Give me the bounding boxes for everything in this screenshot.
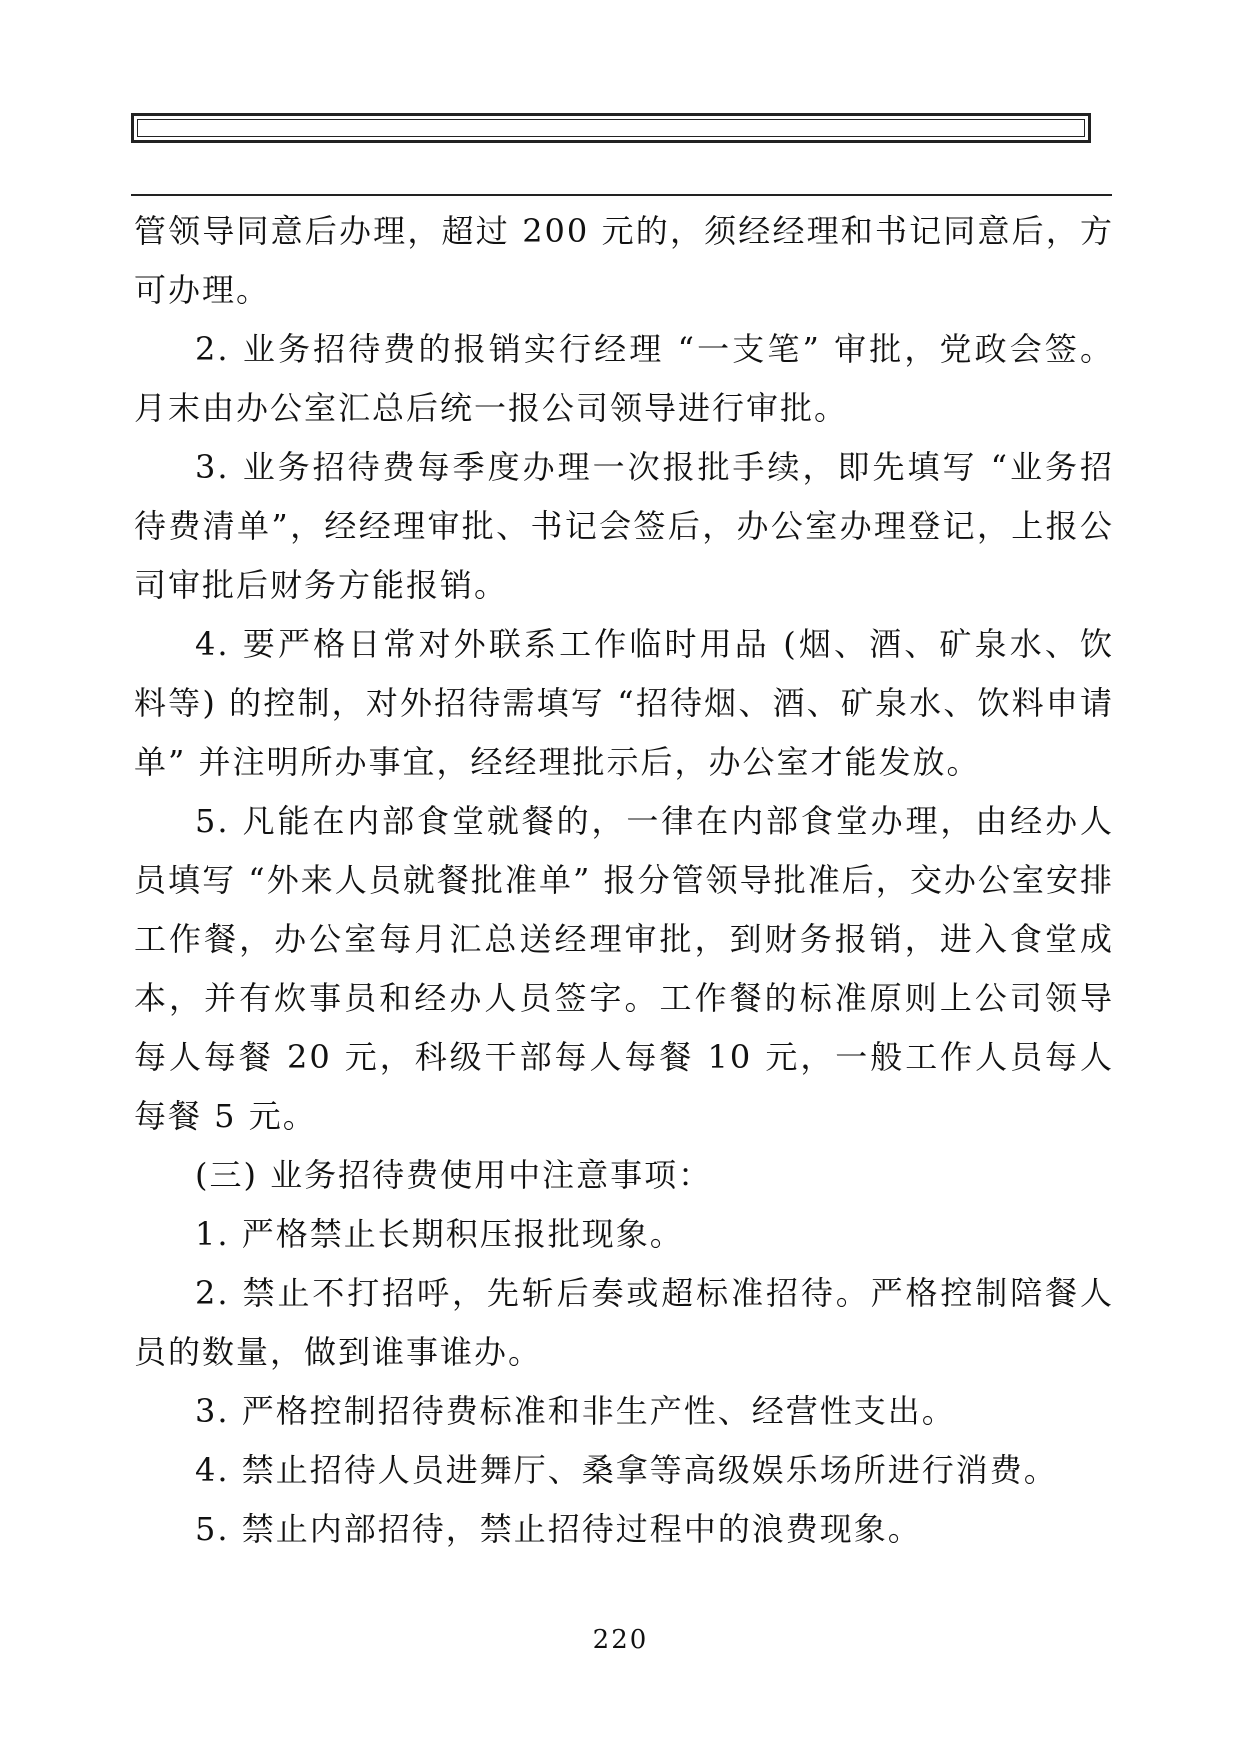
paragraph-item-3: 3. 业务招待费每季度办理一次报批手续，即先填写 “业务招待费清单”，经经理审批、书记会签后，办公室办理登记，上报公司审批后财务方能报销。 <box>134 448 1114 604</box>
note-item-2: 2. 禁止不打招呼，先斩后奏或超标准招待。严格控制陪餐人员的数量，做到谁事谁办。 <box>134 1274 1114 1371</box>
note-item-4: 4. 禁止招待人员进舞厅、桑拿等高级娱乐场所进行消费。 <box>195 1451 1058 1489</box>
paragraph-continuation: 管领导同意后办理，超过 200 元的，须经经理和书记同意后，方可办理。 <box>134 212 1114 309</box>
paragraph-item-4: 4. 要严格日常对外联系工作临时用品 (烟、酒、矿泉水、饮料等) 的控制，对外招待需填写 “招待烟、酒、矿泉水、饮料申请单” 并注明所办事宜，经经理批示后，办公室才能发放。 <box>134 625 1114 781</box>
paragraph-item-2: 2. 业务招待费的报销实行经理 “一支笔” 审批，党政会签。月末由办公室汇总后统一报公司领导进行审批。 <box>134 330 1114 427</box>
header-rule <box>131 194 1112 196</box>
header-frame <box>131 113 1091 143</box>
page-body <box>134 202 1114 1559</box>
paragraph-item-5: 5. 凡能在内部食堂就餐的，一律在内部食堂办理，由经办人员填写 “外来人员就餐批准单” 报分管领导批准后，交办公室安排工作餐，办公室每月汇总送经理审批，到财务报销，进入食堂成本，并有炊事员和经办人员签字。工作餐的标准原则上公司领导每人每餐 20 元，科级干部每人每餐 10 元，一般工作人员每人每餐 5 元。 <box>134 802 1114 1135</box>
note-item-1: 1. 严格禁止长期积压报批现象。 <box>195 1215 684 1253</box>
page-number: 220 <box>592 1625 649 1655</box>
note-item-5: 5. 禁止内部招待，禁止招待过程中的浪费现象。 <box>195 1510 922 1548</box>
note-item-3: 3. 严格控制招待费标准和非生产性、经营性支出。 <box>195 1392 956 1430</box>
section-heading: (三) 业务招待费使用中注意事项： <box>195 1156 713 1194</box>
